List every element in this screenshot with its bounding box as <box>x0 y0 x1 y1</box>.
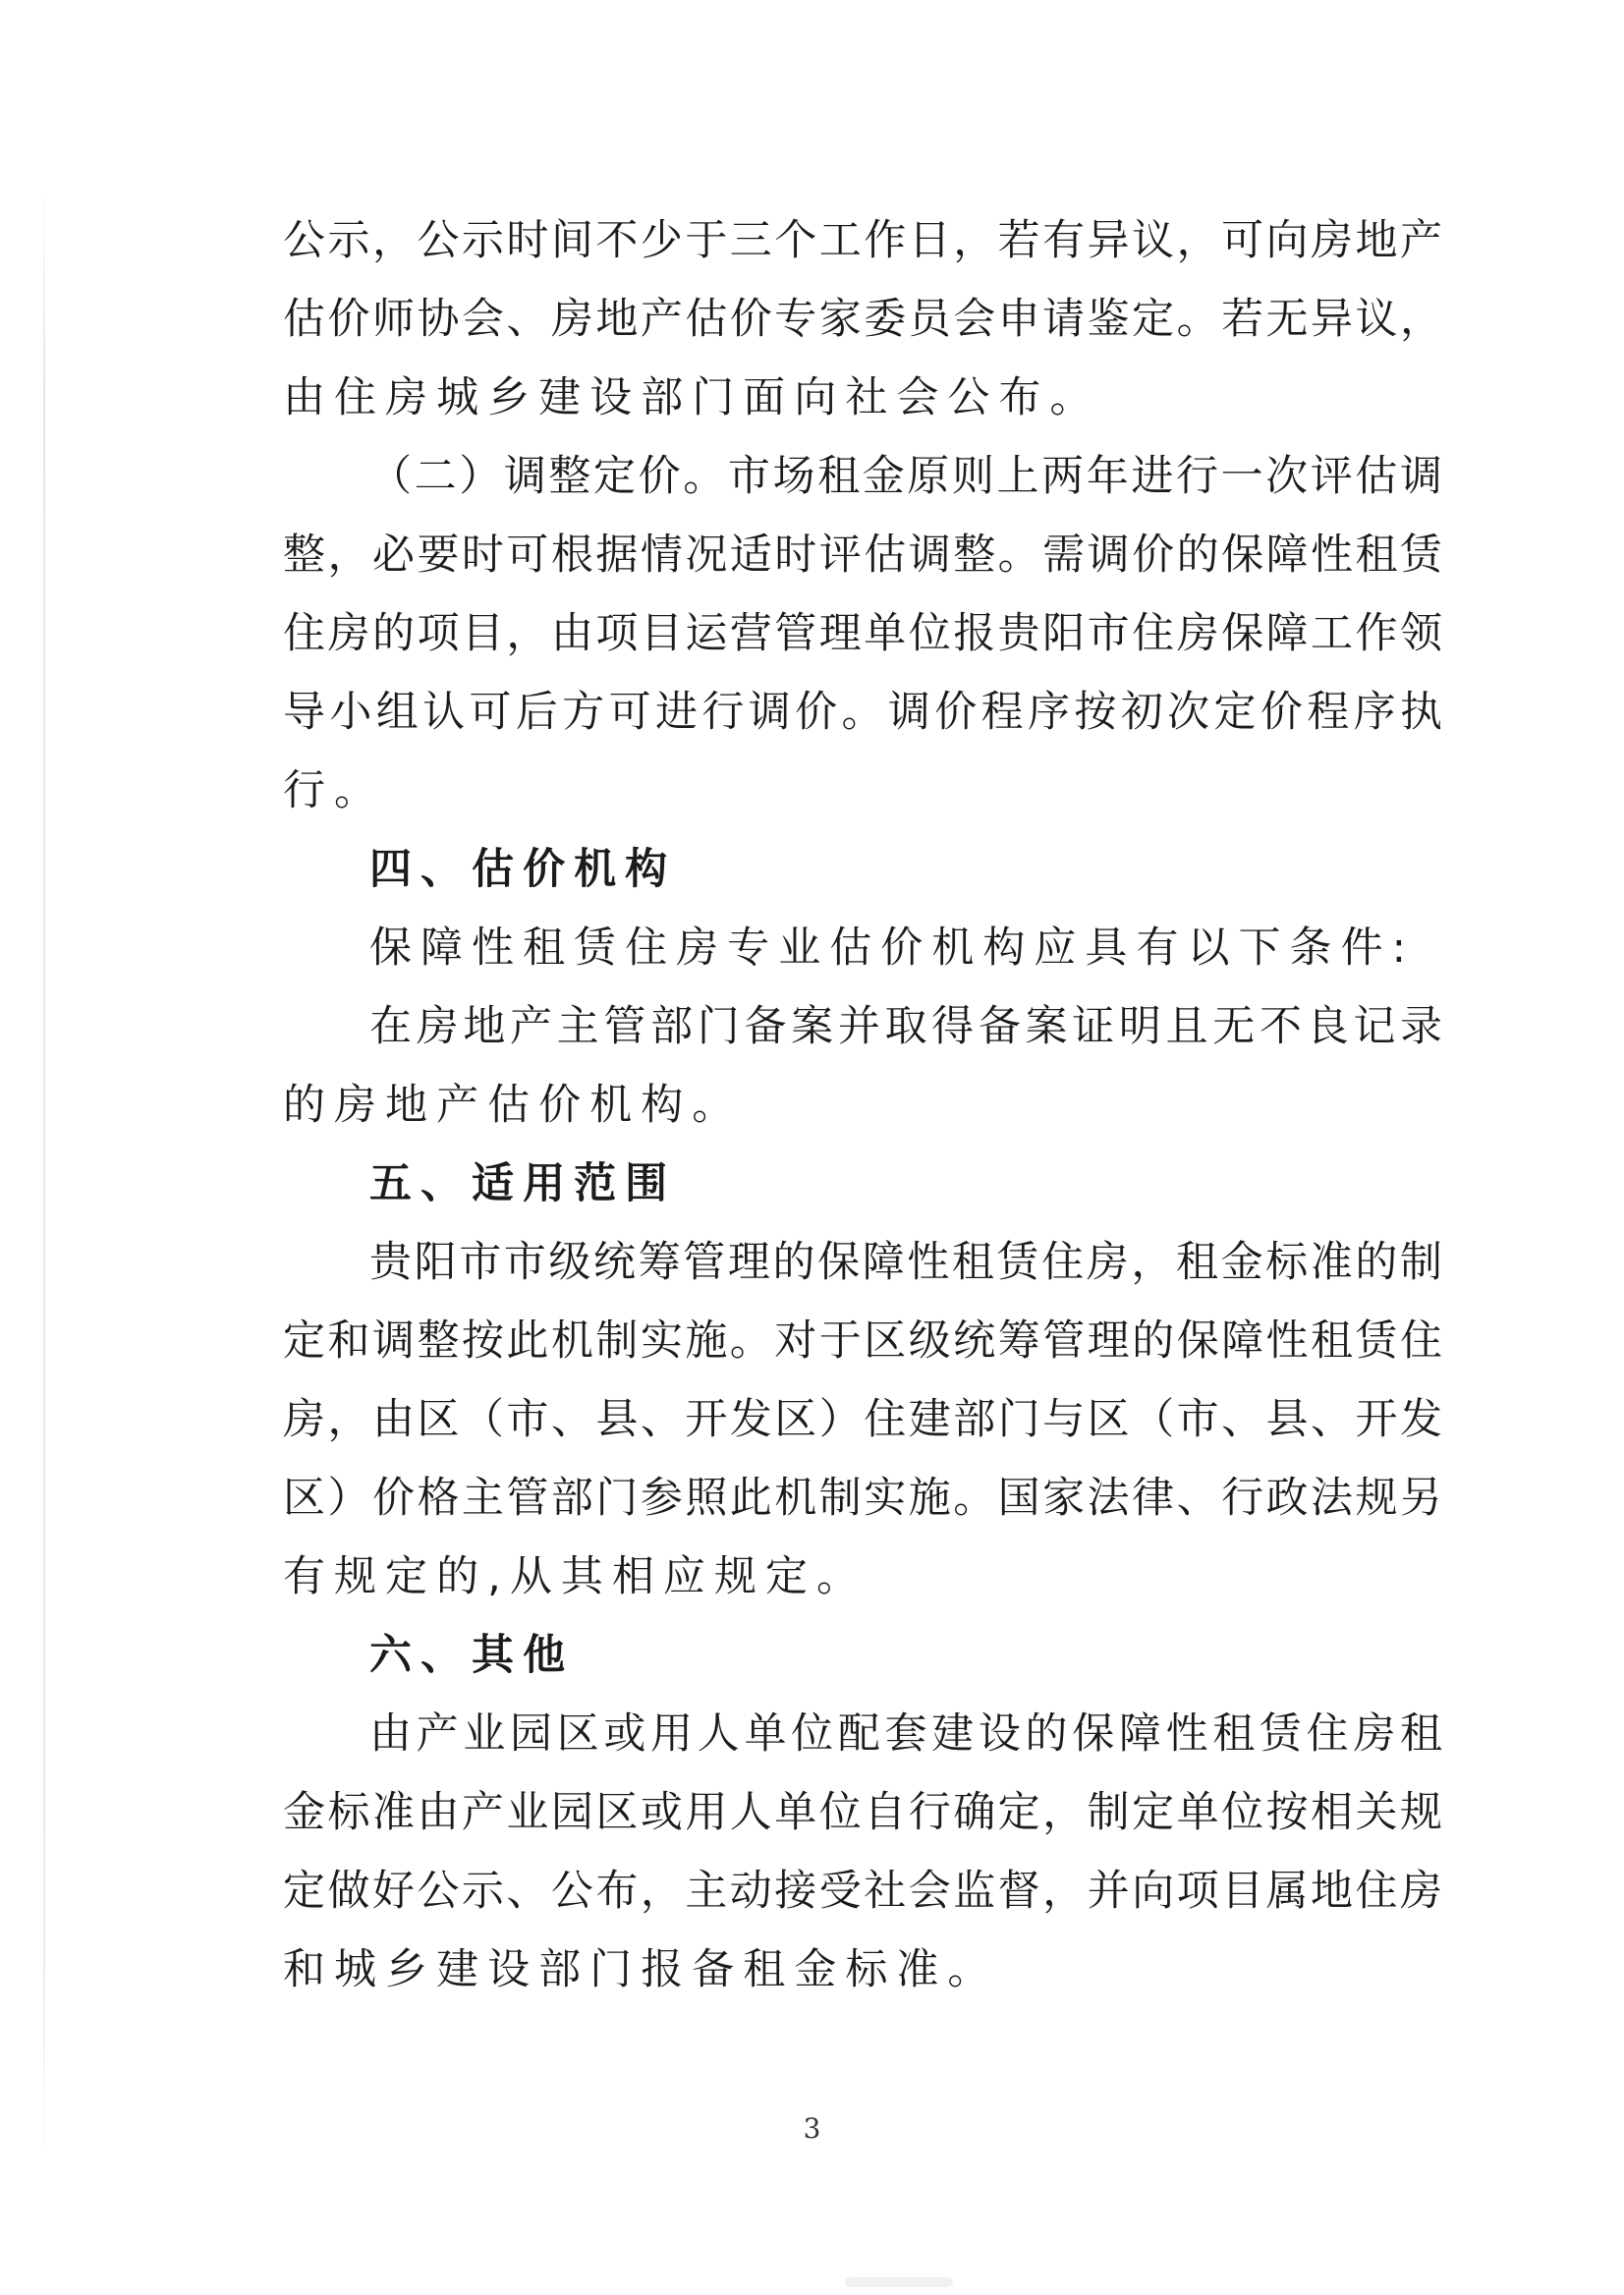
text-line: 由住房城乡建设部门面向社会公布。 <box>283 373 1101 422</box>
paragraph-start-line: 在房地产主管部门备案并取得备案证明且无不良记录 <box>369 1002 1442 1051</box>
text-line: 定做好公示、公布，主动接受社会监督，并向项目属地住房 <box>283 1867 1442 1916</box>
text-line: 估价师协会、房地产估价专家委员会申请鉴定。若无异议， <box>283 295 1442 344</box>
paragraph-start-line: 由产业园区或用人单位配套建设的保障性租赁住房租 <box>369 1709 1442 1759</box>
text-line: 和城乡建设部门报备租金标准。 <box>283 1945 999 1994</box>
paragraph-start-line: 贵阳市市级统筹管理的保障性租赁住房，租金标准的制 <box>369 1238 1442 1287</box>
text-line: 房，由区（市、县、开发区）住建部门与区（市、县、开发 <box>283 1395 1442 1444</box>
text-line: 导小组认可后方可进行调价。调价程序按初次定价程序执 <box>283 688 1442 737</box>
text-line: 区）价格主管部门参照此机制实施。国家法律、行政法规另 <box>283 1474 1442 1523</box>
body-text <box>283 201 1442 2009</box>
text-line: 整，必要时可根据情况适时评估调整。需调价的保障性租赁 <box>283 531 1442 580</box>
scan-edge-shadow <box>43 187 45 2161</box>
text-line: 行。 <box>283 766 386 815</box>
text-line: 公示，公示时间不少于三个工作日，若有异议，可向房地产 <box>283 216 1442 265</box>
section-heading-other: 六、其他 <box>369 1631 575 1680</box>
scan-smudge <box>845 2277 953 2287</box>
text-line: 有规定的,从其相应规定。 <box>283 1552 868 1601</box>
page-number: 3 <box>803 2112 821 2145</box>
text-line: 住房的项目，由项目运营管理单位报贵阳市住房保障工作领 <box>283 609 1442 658</box>
paragraph-start-line: （二）调整定价。市场租金原则上两年进行一次评估调 <box>369 452 1442 501</box>
section-heading-scope: 五、适用范围 <box>369 1159 677 1208</box>
text-line: 定和调整按此机制实施。对于区级统筹管理的保障性租赁住 <box>283 1316 1442 1366</box>
text-line: 的房地产估价机构。 <box>283 1081 744 1130</box>
text-line: 金标准由产业园区或用人单位自行确定，制定单位按相关规 <box>283 1788 1442 1837</box>
paragraph-start-line: 保障性租赁住房专业估价机构应具有以下条件: <box>369 924 1416 973</box>
section-heading-appraisal-agency: 四、估价机构 <box>369 845 677 894</box>
